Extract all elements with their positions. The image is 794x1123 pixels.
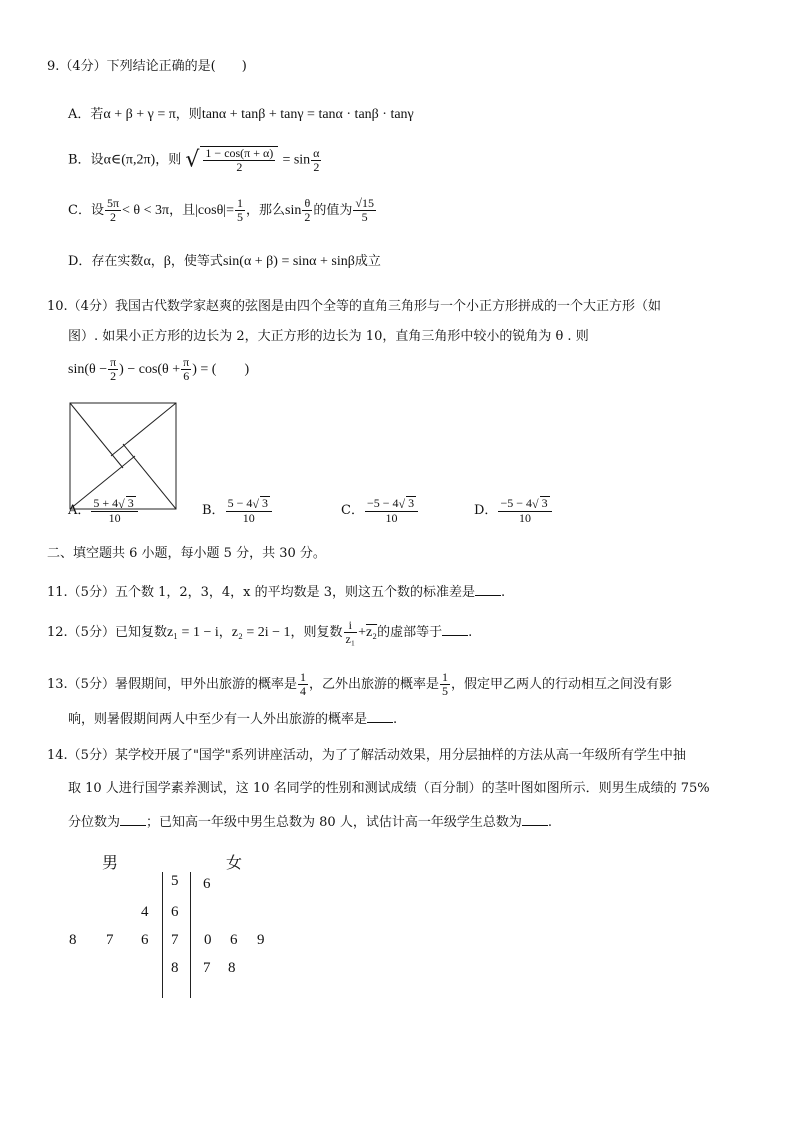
male-leaf: 6 <box>141 932 149 948</box>
zhao-shuang-diagram <box>69 402 177 510</box>
q10-option-d: D． $\frac{-5 - 4√ 3}{10}$ <box>474 496 553 525</box>
q10-option-b: B． $\frac{5 - 4√ 3}{10}$ <box>202 496 273 525</box>
q9-stem: 9.（4分）下列结论正确的是( ) <box>47 59 247 74</box>
female-leaf: 8 <box>228 960 236 976</box>
q14-line2: 取 10 人进行国学素养测试，这 10 名同学的性别和测试成绩（百分制）的茎叶图如图所示．则男生成绩的 75% <box>68 781 710 796</box>
male-header: 男 <box>102 855 119 872</box>
q11: 11.（5分）五个数 1，2，3，4，x 的平均数是 3，则这五个数的标准差是 . <box>47 585 506 600</box>
q11-answer-blank[interactable] <box>475 583 501 596</box>
q10-option-a: A． $\frac{5 + 4√ 3}{10}$ <box>68 496 139 525</box>
q14-line1: 14.（5分）某学校开展了"国学"系列讲座活动，为了了解活动效果，用分层抽样的方法从高一年级所有学生中抽 <box>47 748 686 763</box>
stem-divider-right <box>190 872 191 998</box>
q10-option-c: C． $\frac{-5 - 4√ 3}{10}$ <box>341 496 419 525</box>
female-leaf: 9 <box>257 932 265 948</box>
stem-value: 5 <box>171 873 179 889</box>
female-leaf: 6 <box>203 876 211 892</box>
female-header: 女 <box>226 855 243 872</box>
male-leaf: 7 <box>106 932 114 948</box>
q14-answer-blank-2[interactable] <box>522 813 548 826</box>
stem-value: 8 <box>171 960 179 976</box>
q9-option-c: C．设 $\frac{5\pi}{2}$ < θ < 3π，且|cosθ|= $\frac{1}{5}$ ，那么sin $\frac{\theta}{2}$ 的值为 $\frac{√15}{5}$ <box>68 196 374 224</box>
q10-stem-line1: 10.（4分）我国古代数学家赵爽的弦图是由四个全等的直角三角形与一个小正方形拼成的一个大正方形（如 <box>47 299 661 314</box>
stem-value: 6 <box>171 904 179 920</box>
q12: 12.（5分）已知复数z₁ = 1 − i，z₂ = 2i − 1，则复数 $\frac{i}{\text{z₁}}$ +z₂的虚部等于 . <box>47 618 473 646</box>
section-2-heading: 二、填空题共 6 小题，每小题 5 分，共 30 分。 <box>47 546 326 561</box>
q10-stem-line2: 图）. 如果小正方形的边长为 2，大正方形的边长为 10，直角三角形中较小的锐角为 θ . 则 <box>68 329 589 344</box>
female-leaf: 6 <box>230 932 238 948</box>
q14-line3: 分位数为 ；已知高一年级中男生总数为 80 人，试估计高一年级学生总数为 . <box>68 815 552 830</box>
female-leaf: 0 <box>204 932 212 948</box>
q9-option-b: B．设α∈(π,2π)，则 √ $\frac{1 - \cos(\pi + \alpha)}{2}$ = sin $\frac{\alpha}{2}$ <box>68 145 320 174</box>
q9-option-a: A．若α + β + γ = π，则tanα + tanβ + tanγ = tanα · tanβ · tanγ <box>68 107 414 122</box>
male-leaf: 8 <box>69 932 77 948</box>
q13-answer-blank[interactable] <box>367 710 393 723</box>
q14-answer-blank-1[interactable] <box>120 813 146 826</box>
female-leaf: 7 <box>203 960 211 976</box>
stem-divider-left <box>162 872 163 998</box>
stem-value: 7 <box>171 932 179 948</box>
q10-expression: sin(θ − $\frac{\pi}{2}$ ) − cos(θ + $\frac{\pi}{6}$ ) = ( ) <box>68 355 250 383</box>
q13-line2: 响，则暑假期间两人中至少有一人外出旅游的概率是 . <box>68 712 398 727</box>
q9-option-d: D．存在实数α，β，使等式sin(α + β) = sinα + sinβ成立 <box>68 254 381 269</box>
male-leaf: 4 <box>141 904 149 920</box>
q13-line1: 13.（5分）暑假期间，甲外出旅游的概率是 $\frac{1}{4}$ ，乙外出旅游的概率是 $\frac{1}{5}$ ，假定甲乙两人的行动相互之间没有影 <box>47 670 672 698</box>
q12-answer-blank[interactable] <box>442 623 468 636</box>
